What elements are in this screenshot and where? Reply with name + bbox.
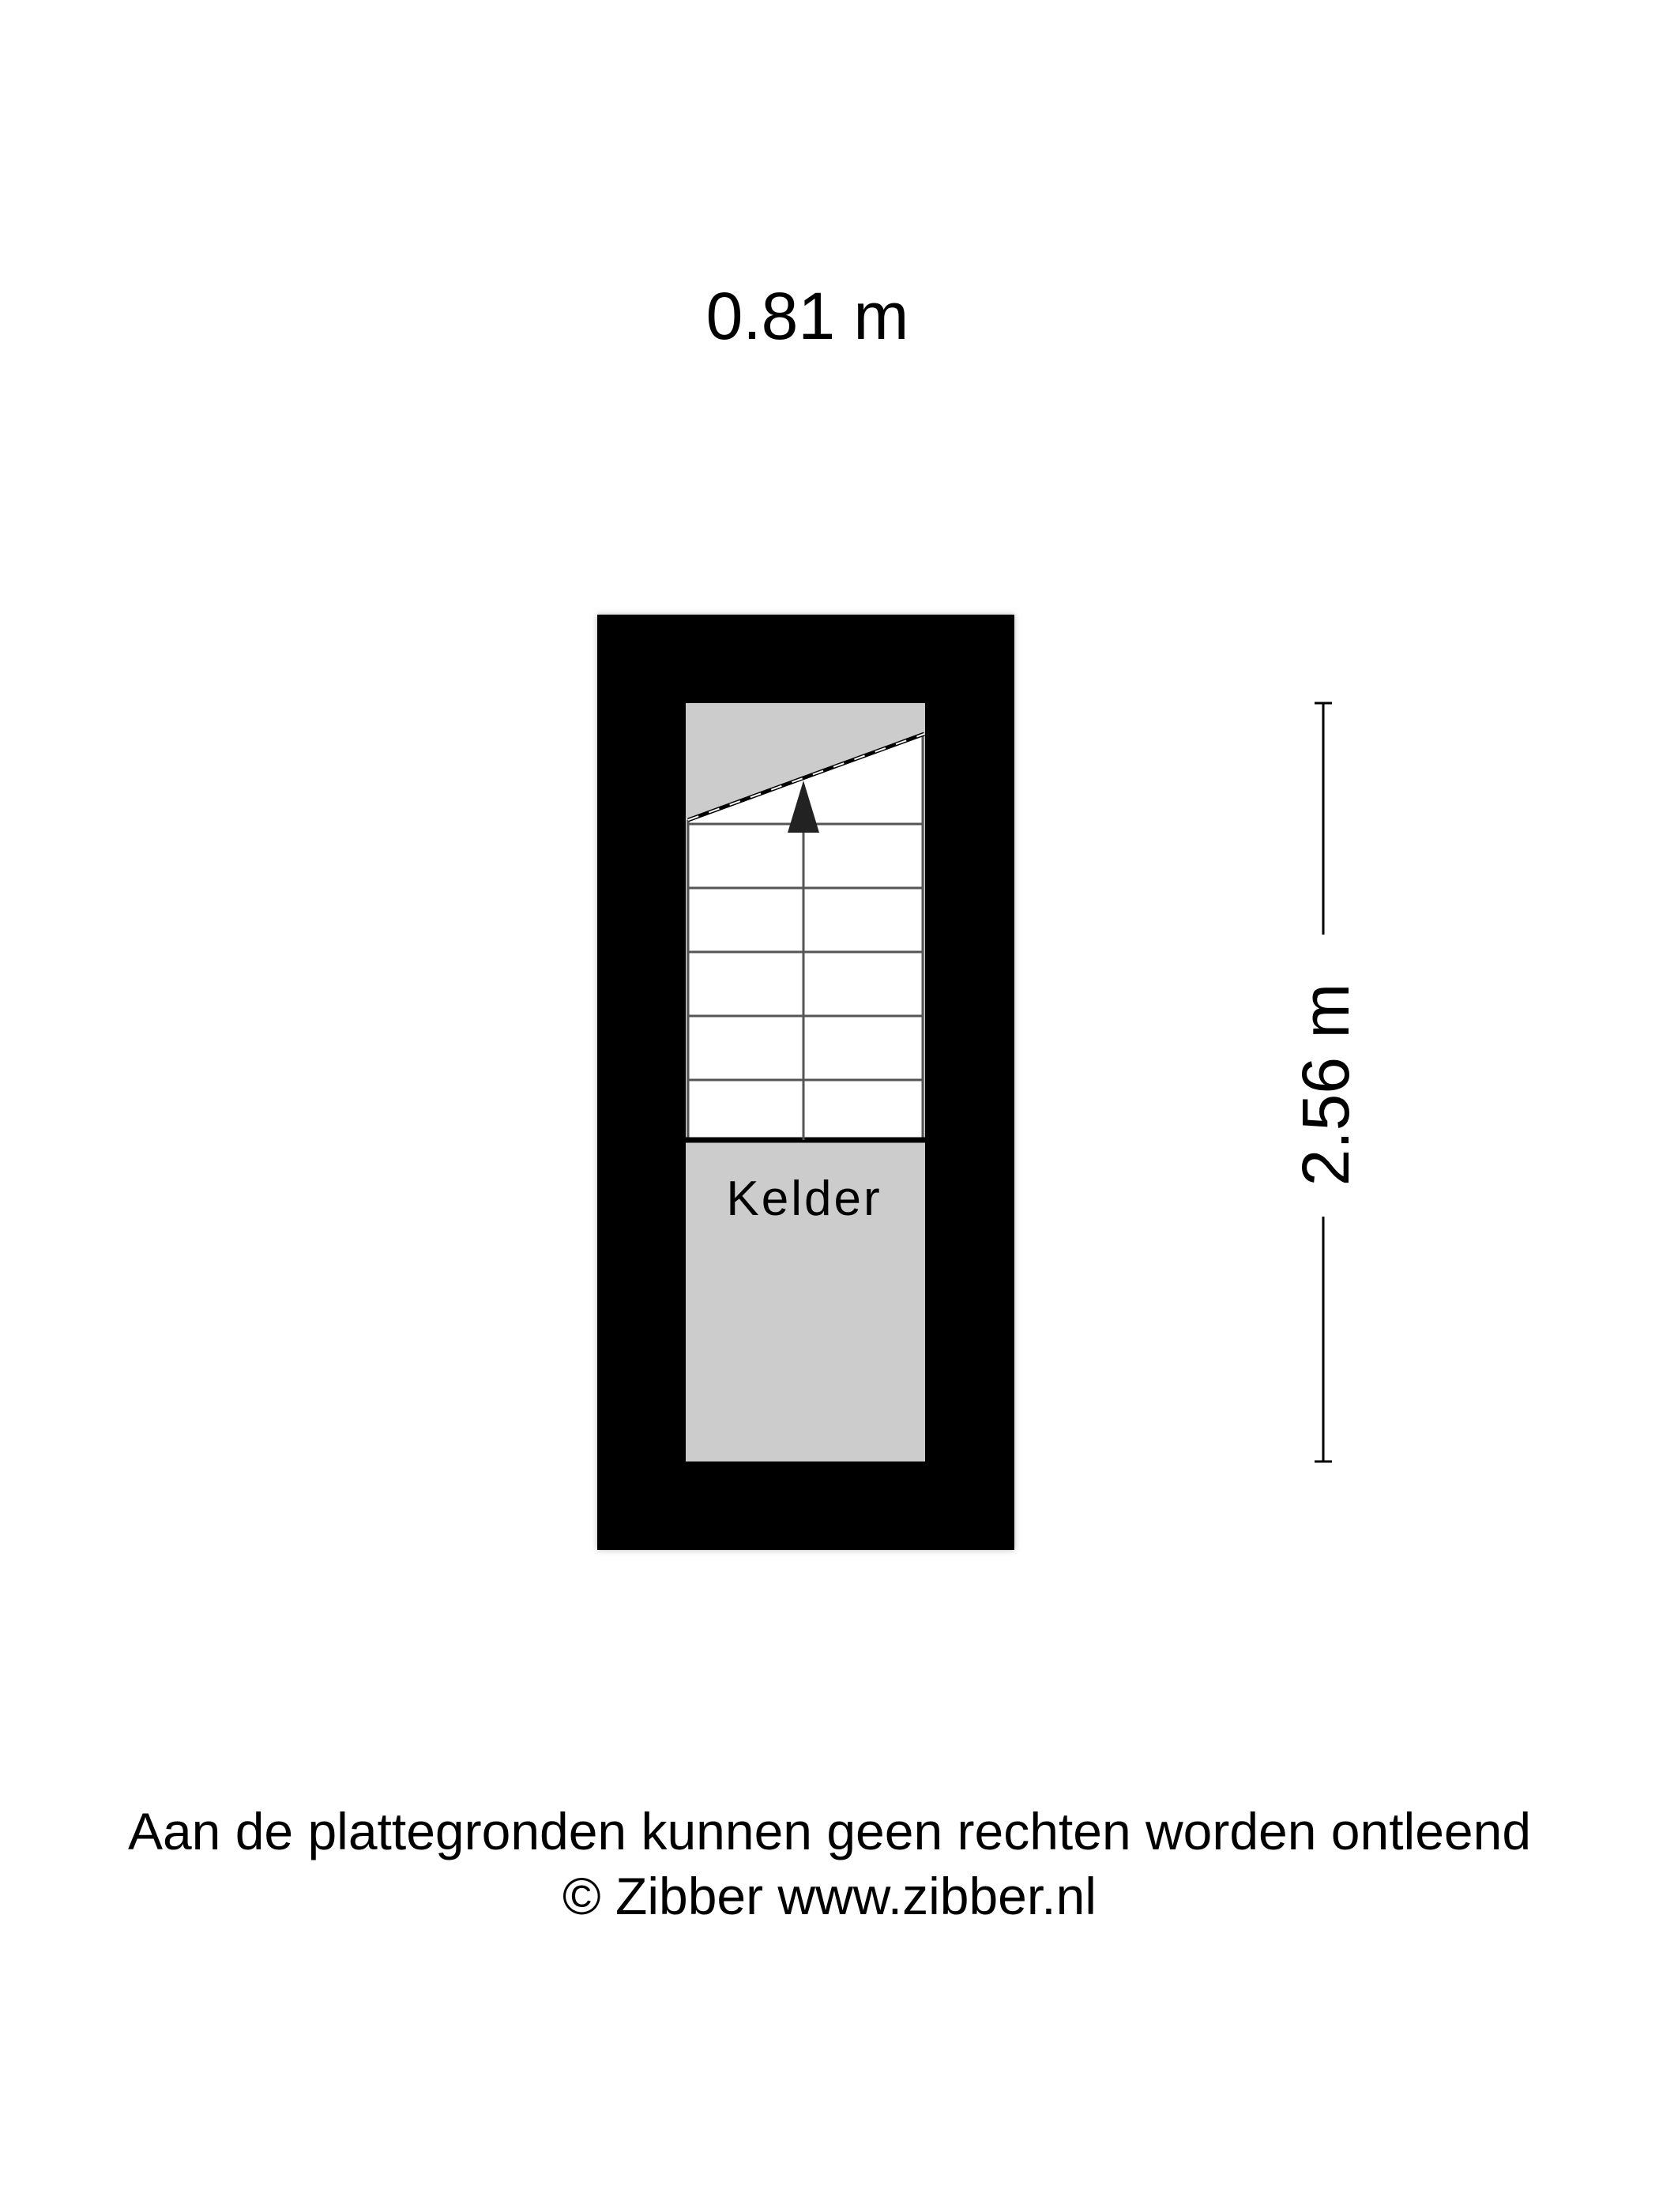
room-label: Kelder bbox=[726, 1172, 882, 1226]
width-dimension-label: 0.81 m bbox=[705, 279, 909, 353]
height-dimension-label: 2.56 m bbox=[1288, 983, 1363, 1187]
disclaimer-text: Aan de plattegronden kunnen geen rechten worden ontleend bbox=[127, 1802, 1532, 1860]
copyright-text: © Zibber www.zibber.nl bbox=[562, 1867, 1097, 1925]
